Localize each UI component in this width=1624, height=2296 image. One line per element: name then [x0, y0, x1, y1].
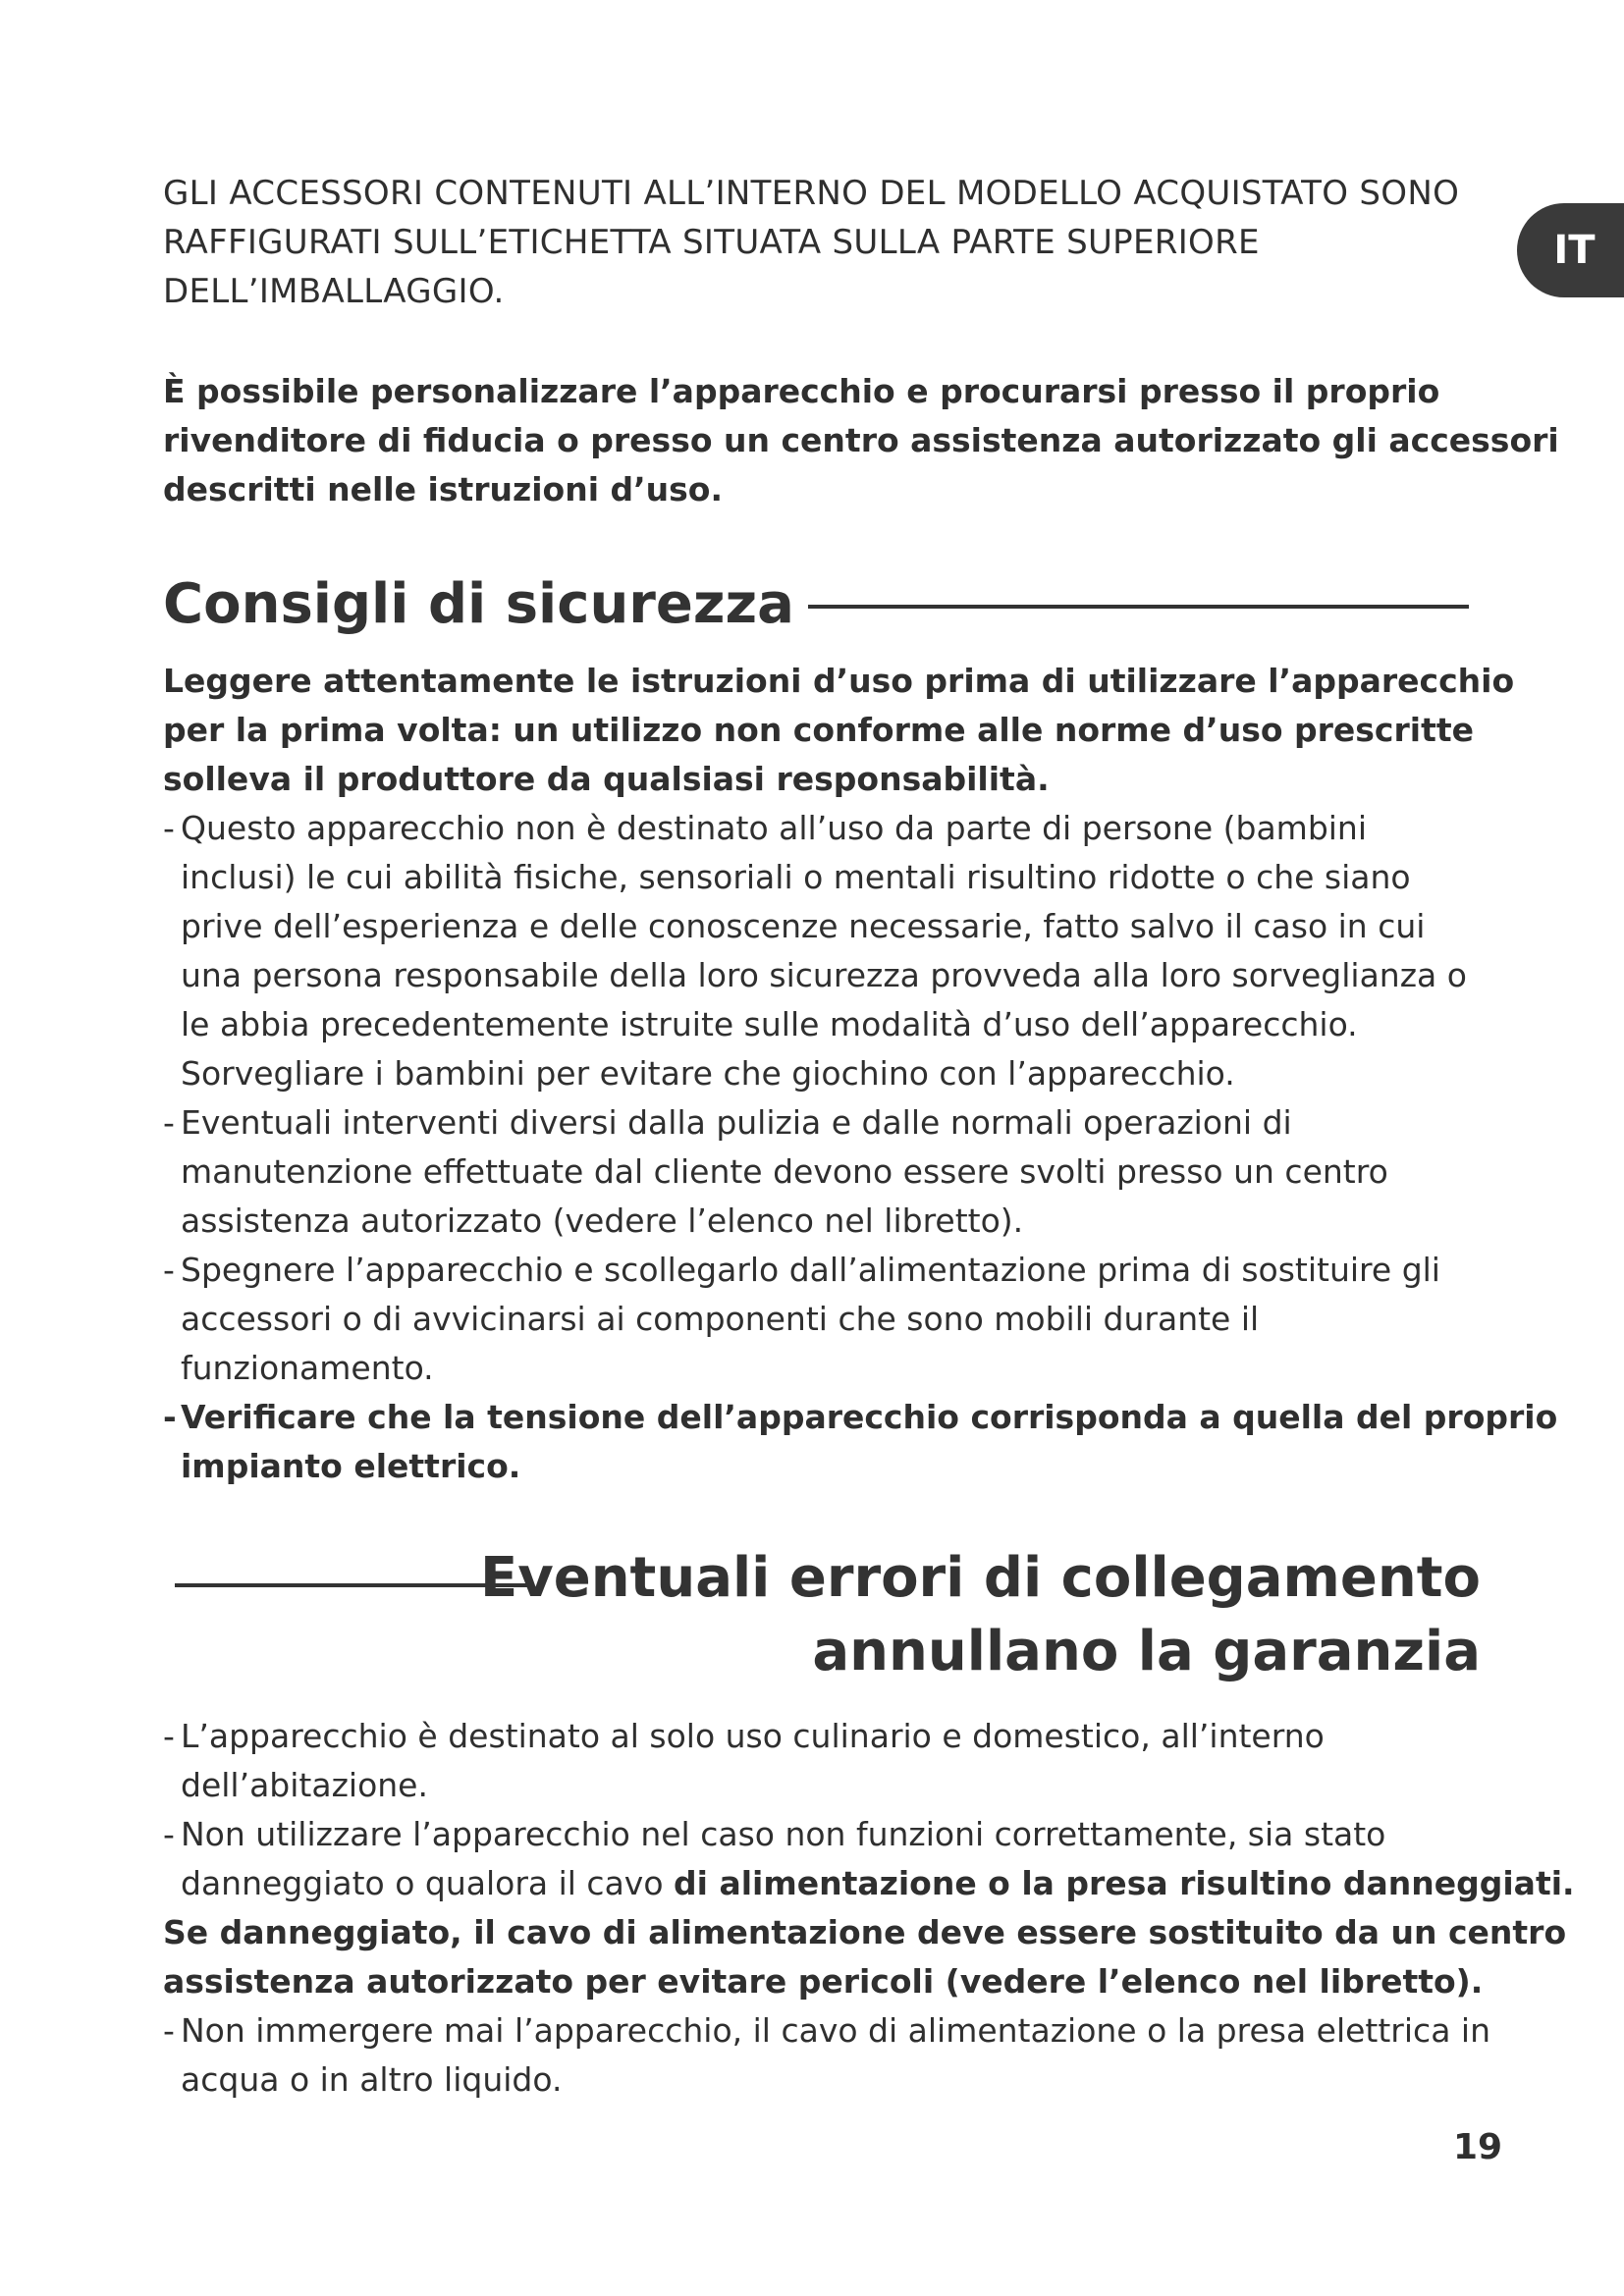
list-item-line: funzionamento. — [181, 1349, 434, 1387]
list-item-line: - Eventuali interventi diversi dalla pulizia e dalle normali operazioni di — [181, 1103, 1292, 1142]
list-item-line: assistenza autorizzato (vedere l’elenco nel libretto). — [181, 1201, 1024, 1240]
errors-heading-line: Eventuali errori di collegamento — [479, 1546, 1481, 1610]
customization-line: È possibile personalizzare l’apparecchio e procurarsi presso il proprio — [163, 372, 1440, 410]
list-item — [163, 2006, 1528, 2105]
list-item — [163, 1246, 1528, 1393]
safety-heading — [163, 560, 1469, 648]
customization-line: descritti nelle istruzioni d’uso. — [163, 470, 723, 508]
safety-heading-text: Consigli di sicurezza — [163, 571, 794, 636]
safety-lead-line: solleva il produttore da qualsiasi responsabilità. — [163, 760, 1050, 798]
list-item-line: - Verificare che la tensione dell’apparecchio corrisponda a quella del proprio — [181, 1398, 1558, 1436]
list-item-text: danneggiato o qualora il cavo — [181, 1864, 675, 1902]
list-item — [163, 1712, 1528, 1810]
list-item-line: manutenzione effettuate dal cliente devono essere svolti presso un centro — [181, 1152, 1388, 1191]
safety-list — [163, 804, 1558, 1491]
list-item-line: acqua o in altro liquido. — [181, 2060, 563, 2099]
errors-list — [163, 2006, 1528, 2105]
list-item — [163, 1393, 1558, 1491]
heading-rule — [808, 605, 1469, 609]
list-item-line: - L’apparecchio è destinato al solo uso culinario e domestico, all’interno — [181, 1717, 1325, 1755]
list-item-line: - Non immergere mai l’apparecchio, il cavo di alimentazione o la presa elettrica in — [181, 2011, 1490, 2050]
list-item-line: accessori o di avvicinarsi ai componenti che sono mobili durante il — [181, 1300, 1260, 1338]
accessories-notice-line: DELL’IMBALLAGGIO. — [163, 272, 505, 311]
errors-heading — [175, 1541, 1481, 1718]
list-item-line: una persona responsabile della loro sicurezza provveda alla loro sorveglianza o — [181, 956, 1467, 994]
list-item-line: le abbia precedentemente istruite sulle modalità d’uso dell’apparecchio. — [181, 1005, 1358, 1043]
list-item-line: dell’abitazione. — [181, 1766, 428, 1804]
safety-lead-paragraph — [163, 657, 1518, 804]
list-item — [163, 1810, 1575, 1908]
damaged-cord-warning — [163, 1908, 1567, 2006]
warning-line: Se danneggiato, il cavo di alimentazione deve essere sostituito da un centro — [163, 1913, 1567, 1951]
list-item-line — [181, 1859, 1575, 1908]
warning-line: assistenza autorizzato per evitare pericoli (vedere l’elenco nel libretto). — [163, 1962, 1484, 2001]
list-item — [163, 1098, 1528, 1246]
list-item — [163, 804, 1528, 1098]
safety-lead-line: per la prima volta: un utilizzo non conforme alle norme d’uso prescritte — [163, 711, 1475, 749]
page-number: 19 — [1453, 2127, 1503, 2167]
accessories-notice-line: GLI ACCESSORI CONTENUTI ALL’INTERNO DEL MODELLO ACQUISTATO SONO — [163, 174, 1460, 213]
accessories-notice-line: RAFFIGURATI SULL’ETICHETTA SITUATA SULLA PARTE SUPERIORE — [163, 223, 1260, 262]
customization-line: rivenditore di fiducia o presso un centro assistenza autorizzato gli accessori — [163, 421, 1559, 459]
language-tab: IT — [1517, 203, 1624, 297]
list-item-line: impianto elettrico. — [181, 1447, 521, 1485]
list-item-line: Sorvegliare i bambini per evitare che giochino con l’apparecchio. — [181, 1054, 1235, 1093]
list-item-bold-text: di alimentazione o la presa risultino danneggiati. — [674, 1864, 1575, 1902]
errors-list — [163, 1712, 1575, 1908]
list-item-line: inclusi) le cui abilità fisiche, sensoriali o mentali risultino ridotte o che siano — [181, 858, 1411, 896]
safety-lead-line: Leggere attentamente le istruzioni d’uso prima di utilizzare l’apparecchio — [163, 662, 1515, 700]
accessories-notice — [163, 169, 1508, 316]
customization-paragraph — [163, 367, 1559, 514]
list-item-line: prive dell’esperienza e delle conoscenze necessarie, fatto salvo il caso in cui — [181, 907, 1426, 945]
errors-heading-line: annullano la garanzia — [812, 1620, 1481, 1683]
errors-heading-text — [480, 1541, 1481, 1688]
list-item-line: - Non utilizzare l’apparecchio nel caso non funzioni correttamente, sia stato — [181, 1815, 1386, 1853]
list-item-line: - Questo apparecchio non è destinato all’uso da parte di persone (bambini — [181, 809, 1368, 847]
list-item-line: - Spegnere l’apparecchio e scollegarlo dall’alimentazione prima di sostituire gli — [181, 1251, 1440, 1289]
